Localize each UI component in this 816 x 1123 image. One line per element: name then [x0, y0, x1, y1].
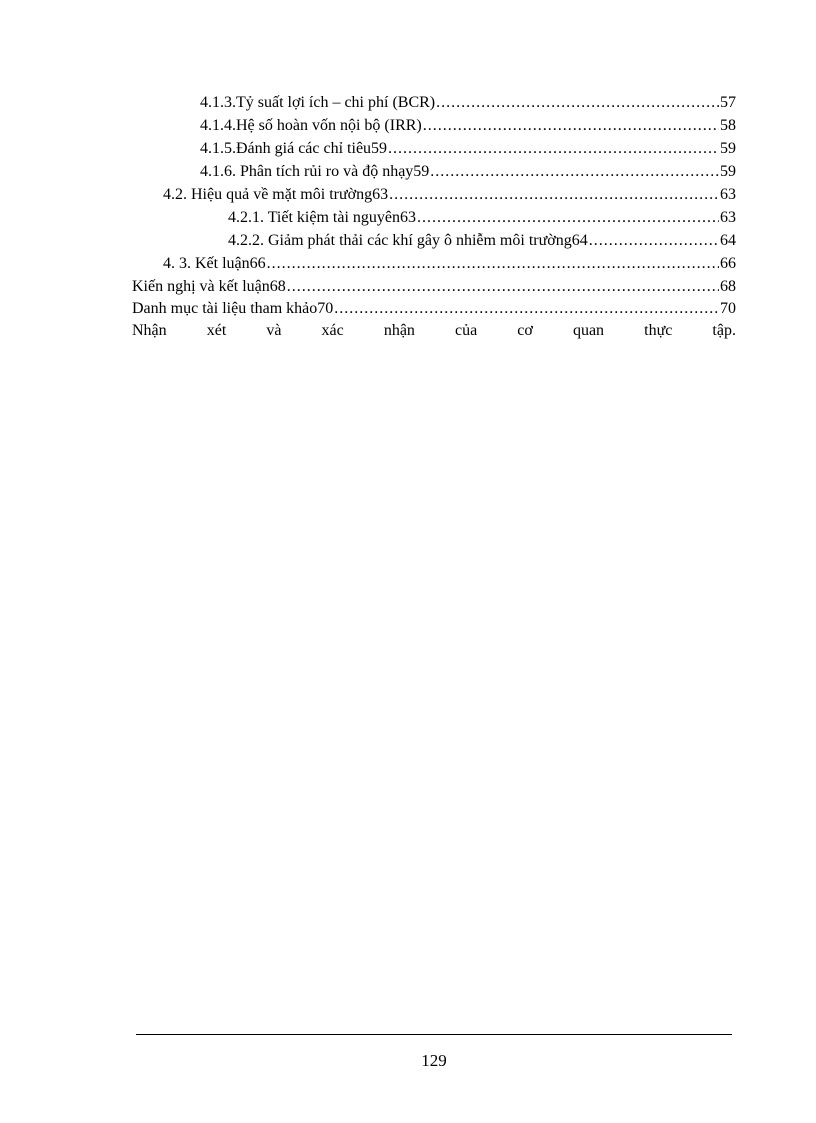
toc-dot-leader [423, 116, 719, 136]
toc-entry-page: 64 [720, 232, 736, 249]
toc-dot-leader [334, 299, 719, 319]
toc-entry-page: 59 [720, 140, 736, 157]
toc-dot-leader [287, 277, 719, 297]
footer-divider [136, 1034, 732, 1035]
word: Nhận [132, 322, 167, 339]
toc-entry-4-1-4[interactable] [200, 116, 736, 138]
word: thực [644, 322, 673, 339]
toc-entry-page: 63 [720, 186, 736, 203]
toc-entry-title: 4.2. Hiệu quả về mặt môi trường63 [163, 186, 389, 203]
toc-dot-leader [388, 139, 719, 159]
toc-entry-title: 4.2.2. Giảm phát thải các khí gây ô nhiễm môi trường64 [228, 232, 588, 249]
toc-entry-page: 70 [720, 300, 736, 317]
toc-entry-page: 59 [720, 163, 736, 180]
toc-dot-leader [589, 231, 719, 251]
toc-dot-leader [417, 208, 719, 228]
word: xác [321, 322, 344, 339]
toc-entry-title: Kiến nghị và kết luận68 [132, 278, 286, 295]
toc-entry-title: 4.2.1. Tiết kiệm tài nguyên63 [228, 209, 416, 226]
toc-entry-title: 4. 3. Kết luận66 [163, 255, 266, 272]
toc-entry-4-2[interactable] [163, 185, 736, 207]
toc-entry-4-1-3[interactable] [200, 93, 736, 115]
toc-entry-4-3[interactable] [163, 254, 736, 276]
toc-entry-4-2-2[interactable] [228, 231, 736, 253]
toc-dot-leader [430, 162, 719, 182]
toc-entry-references[interactable] [132, 299, 736, 321]
toc-entry-internship-remarks[interactable] [132, 321, 736, 341]
toc-entry-title: 4.1.5.Đánh giá các chỉ tiêu59 [200, 140, 388, 157]
toc-entry-4-2-1[interactable] [228, 208, 736, 230]
toc-entry-page: 63 [720, 209, 736, 226]
word: của [455, 322, 478, 339]
toc-entry-title: 4.1.4.Hệ số hoàn vốn nội bộ (IRR) [200, 117, 422, 134]
toc-entry-title: 4.1.3.Tỷ suất lợi ích – chi phí (BCR) [200, 94, 436, 111]
toc-dot-leader [436, 93, 719, 113]
toc-entry-kien-nghi[interactable] [132, 277, 736, 299]
word: quan [572, 322, 605, 339]
toc-entry-page: 57 [720, 94, 736, 111]
toc-dot-leader [267, 254, 719, 274]
word: tập. [712, 322, 736, 339]
toc-entry-page: 68 [720, 278, 736, 295]
word: nhận [383, 322, 415, 339]
toc-dot-leader [389, 185, 719, 205]
word: xét [206, 322, 227, 339]
toc-entry-page: 58 [720, 117, 736, 134]
toc-entry-4-1-6[interactable] [200, 162, 736, 184]
toc-entry-title: 4.1.6. Phân tích rủi ro và độ nhạy59 [200, 163, 430, 180]
word: và [266, 322, 282, 339]
word: cơ [517, 322, 533, 339]
toc-entry-4-1-5[interactable] [200, 139, 736, 161]
toc-entry-page: 66 [720, 255, 736, 272]
toc-entry-title: Danh mục tài liệu tham khảo70 [132, 300, 334, 317]
page-number: 129 [421, 1051, 447, 1070]
